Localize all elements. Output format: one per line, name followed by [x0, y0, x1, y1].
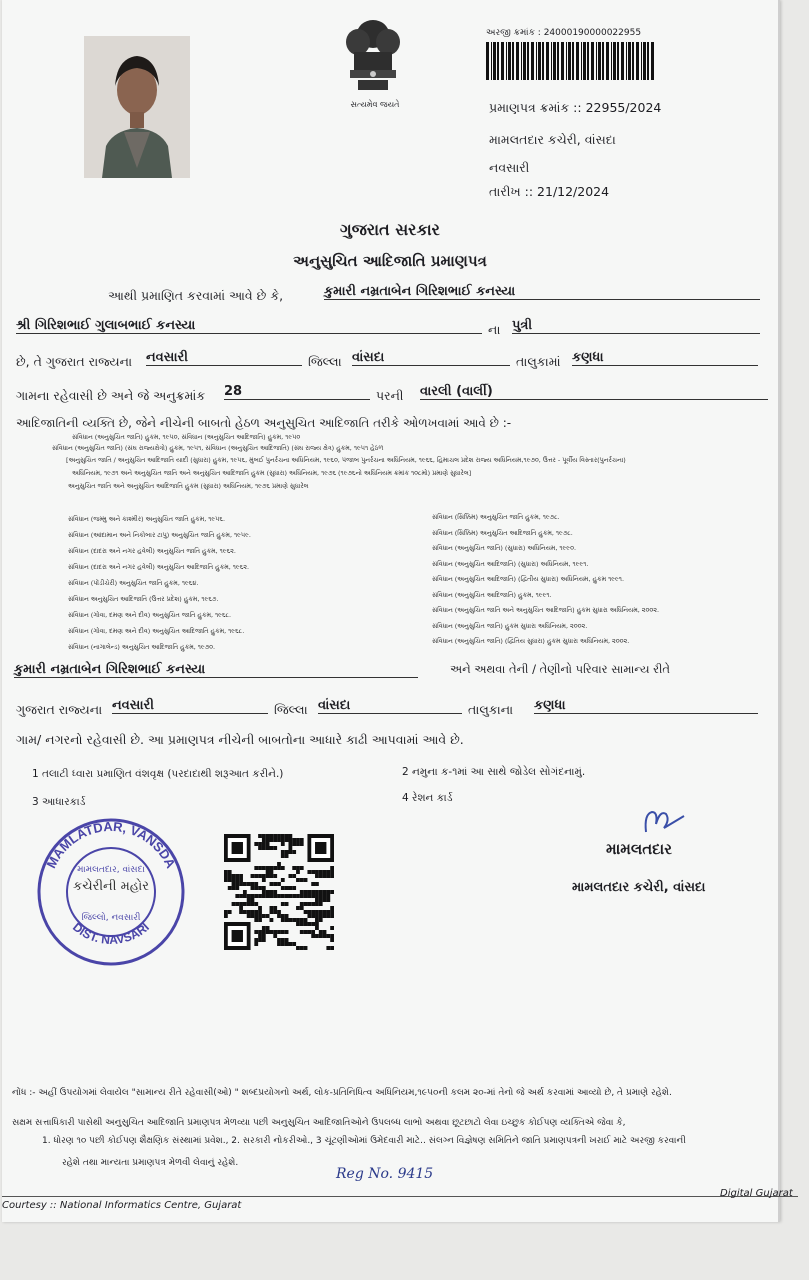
order-line: સંવિધાન (અનુસુચિત જાતિ) (દ્વિતિય સુધારા) હુકમ સુધારા અધિનિયમ, ૨૦૦૨. — [432, 637, 630, 645]
orders-right-list — [432, 514, 762, 654]
order-line: અધિનિયમ, ૧૯૭૧ અને અનુસુચિત જાતિ અને અનુસુચિત આદિજાતિ હુકમ (સુધારા) અધિનિયમ, ૧૯૭૬ (૧૯૭૬નો અધિનિયમ ક્રમાંક ૧૦૮મો) પ્રમાણે સુધારેલ] — [72, 469, 472, 477]
order-line: સંવિધાન (અનુસુચિત જાતિ) (સુધારા) અધિનિયમ, ૧૯૯૦. — [432, 544, 576, 552]
order-line: અનુસુચિત જાતિ અને અનુસુચિત આદિજાતિ હુકમ (સુધારા) અધિનિયમ, ૧૯૭૬ પ્રમાણે સુધારેલ — [68, 482, 309, 490]
tribe-sentence: આદિજાતિની વ્યક્તિ છે, જેને નીચેની બાબતો હેઠળ અનુસુચિત આદિજાતિ તરીકે ઓળખવામાં આવે છે :- — [16, 416, 512, 430]
of-label-2: પરની — [376, 388, 404, 403]
resident-prefix: ગામના રહેવાસી છે અને જે અનુક્રમાંક — [16, 388, 206, 403]
district-label: જિલ્લા — [308, 354, 342, 369]
order-line: સંવિધાન અનુસુચિત આદિજાતિ (ઉત્તર પ્રદેશ) હુકમ, ૧૯૬૭. — [68, 595, 219, 603]
applicant-name: કુમારી નમ્રતાબેન ગિરિશભાઈ કનસ્યા — [324, 284, 760, 300]
emblem-motto: સત્યમેવ જયતે — [350, 100, 400, 109]
document-item: 3 આધારકાર્ડ — [32, 796, 86, 808]
order-line: સંવિધાન (ગોવા, દમણ અને દીવ) અનુસુચિત જાતિ હુકમ, ૧૯૬૮. — [68, 611, 232, 619]
certificate-title: અનુસુચિત આદિજાતિ પ્રમાણપત્ર — [293, 252, 487, 270]
order-line: સંવિધાન (અનુસુચિત જાતિ) હુકમ સુધારા અધિનિયમ, ૨૦૦૨. — [432, 621, 588, 630]
courtesy-text: Courtesy :: National Informatics Centre, Gujarat — [2, 1200, 242, 1211]
order-line: સંવિધાન (સિક્કિમ) અનુસુચિત જાતિ હુકમ, ૧૯૭૮. — [432, 513, 560, 521]
order-line: સંવિધાન (દાદરા અને નગર હવેલી) અનુસુચિત જાતિ હુકમ, ૧૯૬૨. — [68, 547, 236, 555]
stamp-outer-top: MAMLATDAR, VANSDA — [43, 818, 179, 871]
svg-text:DIST. NAVSARI — [70, 920, 152, 947]
order-line: સંવિધાન (દાદરા અને નગર હવેલી) અનુસુચિત આદિજાતિ હુકમ, ૧૯૬૨. — [68, 563, 250, 571]
signatory-title: મામલતદાર — [606, 840, 672, 858]
village-value: કણધા — [572, 350, 758, 366]
government-title: ગુજરાત સરકાર — [340, 220, 440, 239]
district-value-2: નવસારી — [112, 698, 268, 714]
order-line: સંવિધાન (આંદામાન અને નિકોબાર ટાપુ) અનુસુચિત જાતિ હુકમ, ૧૯૫૯. — [68, 531, 251, 539]
qr-code — [224, 834, 334, 950]
of-label: ના — [488, 322, 501, 337]
order-line: સંવિધાન (અનુસુચિત જાતિ) (સંઘ રાજ્યક્ષેત્રો) હુકમ, ૧૯૫૧, સંવિધાન (અનુસુચિત આદિજાતિ) (સંઘ રાજ્ય ક્ષેત્ર) હુકમ, ૧૯૫૧ હેઠળ — [52, 444, 384, 452]
family-text: અને અથવા તેની / તેણીનો પરિવાર સામાન્ય રીતે — [450, 662, 671, 676]
district-label-2: જિલ્લા — [274, 702, 308, 717]
orders-left-list — [68, 516, 398, 660]
application-number: અરજી ક્રમાંક : 24000190000022955 — [486, 28, 642, 38]
barcode — [486, 42, 658, 80]
certificate-number: પ્રમાણપત્ર ક્રમાંક :: 22955/2024 — [489, 100, 662, 115]
footer-note: નોંધ :- અહીં ઉપયોગમાં લેવાયેલ "સામાન્ય રીતે રહેવાસી(ઓ) " શબ્દપ્રયોગનો અર્થ, લોક-પ્રતિનિધિત્વ અધિનિયમ,૧૯૫૦ની કલમ ૨૦-માં તેનો જે અર્થ કરવામાં આવ્યો છે, તે પ્રમાણે રહેશે. — [12, 1088, 672, 1098]
father-name: શ્રી ગિરિશભાઈ ગુલાબભાઈ કનસ્યા — [16, 318, 482, 334]
digital-gujarat-text: Digital Gujarat — [720, 1188, 793, 1199]
footer-line: રહેશે તથા માન્યતા પ્રમાણપત્ર મેળવી લેવાનું રહેશે. — [62, 1158, 239, 1168]
taluka-label: તાલુકામાં — [516, 354, 561, 369]
handwritten-reg-no: Reg No. 9415 — [336, 1166, 434, 1182]
state-prefix-2: ગુજરાત રાજ્યના — [16, 702, 103, 717]
order-line: સંવિધાન (અનુસુચિત જાતિ અને અનુસુચિત આદિજાતિ) હુકમ સુધારા અધિનિયમ, ૨૦૦૨. — [432, 606, 660, 614]
issuing-district: નવસારી — [489, 160, 530, 175]
order-line: [અનુસુચિત જાતિ / અનુસુચિત આદિજાતિ યાદી (સુધારા) હુકમ, ૧૯૫૬, મુંબઈ પુનર્રચના અધિનિયમ, ૧૯૬૦, પંજાબ પુનર્રચના અધિનિયમ, ૧૯૬૬, હિમાચલ પ્રદેશ રાજ્ય અધિનિયમ,૧૯૭૦, ઉત્તર - પૂર્વીય વિસ્તાર(પુનર્રચના) — [66, 456, 626, 464]
state-prefix: છે, તે ગુજરાત રાજ્યના — [16, 354, 133, 369]
order-line: સંવિધાન (નાગાલેન્ડ) અનુસુચિત આદિજાતિ હુકમ, ૧૯૭૦. — [68, 643, 216, 651]
relation: પુત્રી — [512, 318, 760, 334]
footer-line: 1. ધોરણ ૧૦ પછી કોઈપણ શૈક્ષણિક સંસ્થામાં પ્રવેશ., 2. સરકારી નોકરીઓ., 3 ચૂંટણીઓમાં ઉમેદવારી માટે.. સંલગ્ન વિજ્ઞેષણ સમિતિને જાતિ પ્રમાણપત્રની ખરાઈ માટે અરજી કરવાની — [42, 1136, 686, 1146]
office-stamp — [36, 814, 186, 970]
taluka-value: વાંસદા — [352, 350, 510, 366]
stamp-inner-bottom: જિલ્લો, નવસારી — [81, 913, 141, 923]
order-line: સંવિધાન (અનુસુચિત આદિજાતિ) હુકમ, ૧૯૯૧. — [432, 590, 552, 599]
order-line: સંવિધાન (અનુસુચિત જાતિ) હુકમ, ૧૯૫૦, સંવિધાન (અનુસુચિત આદિજાતિ) હુકમ, ૧૯૫૦ — [72, 433, 301, 441]
document-item: 4 રેશન કાર્ડ — [402, 792, 453, 804]
order-line: સંવિધાન (પોંડીચેરી) અનુસુચિત જાતિ હુકમ, ૧૯૬૪. — [68, 579, 199, 587]
stamp-inner-mid: કચેરીની મહોર — [73, 879, 149, 894]
village-value-2: કણધા — [534, 698, 758, 714]
stamp-outer-bottom: DIST. NAVSARI — [70, 919, 152, 948]
issue-date: તારીખ :: 21/12/2024 — [489, 184, 610, 199]
issuing-office: મામલતદાર કચેરી, વાંસદા — [489, 132, 616, 147]
taluka-value-2: વાંસદા — [318, 698, 462, 714]
document-item: 1 તલાટી ધ્વારા પ્રમાણિત વંશવૃક્ષ (પરદાદાથી શરૂઆત કરીને.) — [32, 768, 284, 780]
national-emblem-icon — [336, 12, 410, 102]
certify-prefix: આથી પ્રમાણિત કરવામાં આવે છે કે, — [108, 288, 284, 303]
taluka-label-2: તાલુકાના — [468, 702, 514, 717]
order-line: સંવિધાન (સિક્કિમ) અનુસુચિત આદિજાતિ હુકમ, ૧૯૭૮. — [432, 528, 573, 537]
order-line: સંવિધાન (ગોવા, દમણ અને દીવ) અનુસુચિત આદિજાતિ હુકમ, ૧૯૬૮. — [68, 627, 245, 635]
applicant-photo — [84, 36, 190, 178]
district-value: નવસારી — [146, 350, 302, 366]
order-line: સંવિધાન (અનુસુચિત આદિજાતિ) (સુધારા) અધિનિયમ, ૧૯૯૧. — [432, 559, 589, 568]
applicant-name-repeat: કુમારી નમ્રતાબેન ગિરિશભાઈ કનસ્યા — [14, 662, 418, 678]
footer-rule — [2, 1196, 798, 1197]
order-line: સંવિધાન (અનુસુચિત આદિજાતિ) (દ્વિતીય સુધારા) અધિનિયમ, હુકમ ૧૯૯૧. — [432, 575, 624, 583]
order-line: સંવિધાન (જમ્મુ અને કાશ્મીર) અનુસુચિત જાતિ હુકમ, ૧૯૫૬. — [68, 515, 225, 523]
certificate-sheet — [2, 0, 780, 1222]
serial-number: 28 — [224, 384, 370, 400]
issue-sentence: ગામ/ નગરનો રહેવાસી છે. આ પ્રમાણપત્ર નીચેની બાબતોના આધારે કાઢી આપવામાં આવે છે. — [16, 732, 464, 747]
signature-mark — [642, 806, 688, 838]
footer-line: સક્ષમ સત્તાધિકારી પાસેથી અનુસુચિત આદિજાતિ પ્રમાણપત્ર મેળવ્યા પછી અનુસુચિત આદિજાતિઓને ઉપલબ્ધ લાભો અથવા છૂટછાટો લેવા ઇચ્છુક કોઈપણ વ્યક્તિએ જેવા કે, — [12, 1118, 626, 1128]
stamp-inner-top: મામલતદાર, વાંસદા — [77, 865, 145, 875]
signatory-office: મામલતદાર કચેરી, વાંસદા — [572, 880, 706, 895]
orders-full-list — [42, 434, 772, 495]
tribe-name: વારલી (વાર્લી) — [420, 384, 768, 400]
document-item: 2 નમુના ક-૧માં આ સાથે જોડેલ સોગંદનામું. — [402, 766, 586, 778]
svg-text:MAMLATDAR, VANSDA — [43, 819, 178, 871]
